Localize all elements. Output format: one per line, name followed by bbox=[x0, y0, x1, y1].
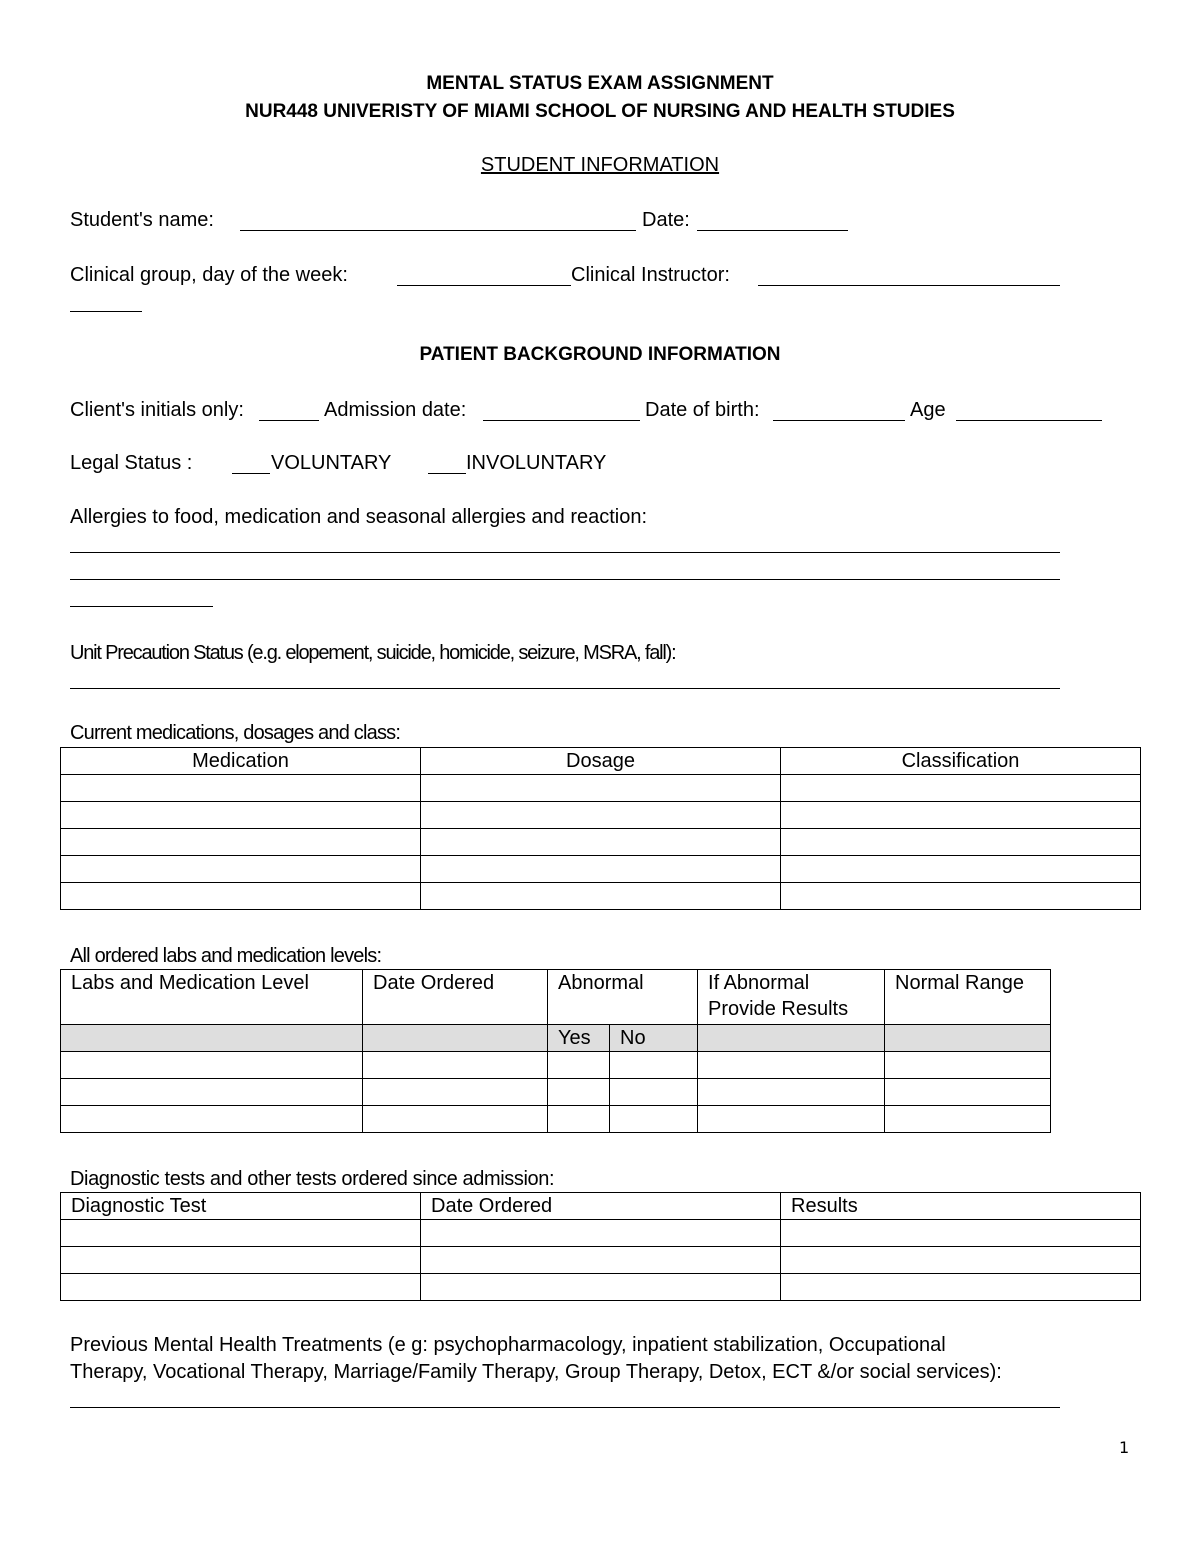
table-row bbox=[61, 1247, 1141, 1274]
table-cell[interactable] bbox=[610, 1079, 698, 1106]
clinical-instructor-label: Clinical Instructor: bbox=[571, 264, 730, 286]
table-cell[interactable] bbox=[548, 1079, 610, 1106]
table-row bbox=[61, 1052, 1051, 1079]
table-header-row bbox=[61, 970, 1051, 1025]
table-cell[interactable] bbox=[781, 883, 1141, 910]
table-cell[interactable] bbox=[61, 829, 421, 856]
precaution-status-field[interactable] bbox=[70, 688, 1060, 689]
results-column-header: Results bbox=[781, 1193, 1141, 1220]
yes-subheader: Yes bbox=[548, 1025, 610, 1052]
table-row bbox=[61, 802, 1141, 829]
allergies-field-line-2[interactable] bbox=[70, 579, 1060, 580]
allergies-field-line-1[interactable] bbox=[70, 552, 1060, 553]
medications-caption: Current medications, dosages and class: bbox=[70, 722, 401, 744]
table-cell[interactable] bbox=[781, 829, 1141, 856]
precaution-status-label: Unit Precaution Status (e.g. elopement, suicide, homicide, seizure, MSRA, fall): bbox=[70, 642, 676, 664]
date-ordered-column-header: Date Ordered bbox=[363, 970, 548, 1025]
medication-column-header: Medication bbox=[61, 748, 421, 775]
table-cell[interactable] bbox=[363, 1079, 548, 1106]
date-label: Date: bbox=[642, 209, 690, 231]
table-cell bbox=[61, 1025, 363, 1052]
table-cell bbox=[363, 1025, 548, 1052]
table-cell[interactable] bbox=[61, 1079, 363, 1106]
table-row bbox=[61, 883, 1141, 910]
table-cell[interactable] bbox=[781, 802, 1141, 829]
table-cell[interactable] bbox=[421, 1247, 781, 1274]
table-cell[interactable] bbox=[61, 1106, 363, 1133]
table-cell[interactable] bbox=[548, 1052, 610, 1079]
table-cell[interactable] bbox=[421, 802, 781, 829]
involuntary-checkbox-line[interactable] bbox=[428, 473, 466, 474]
diagnostic-test-column-header: Diagnostic Test bbox=[61, 1193, 421, 1220]
dosage-column-header: Dosage bbox=[421, 748, 781, 775]
table-cell[interactable] bbox=[61, 1052, 363, 1079]
table-cell[interactable] bbox=[698, 1052, 885, 1079]
table-cell[interactable] bbox=[421, 883, 781, 910]
labs-caption: All ordered labs and medication levels: bbox=[70, 945, 382, 967]
table-cell[interactable] bbox=[61, 883, 421, 910]
date-of-birth-field[interactable] bbox=[773, 420, 905, 421]
table-cell bbox=[698, 1025, 885, 1052]
allergies-field-line-3[interactable] bbox=[70, 606, 213, 607]
table-cell[interactable] bbox=[885, 1079, 1051, 1106]
voluntary-option: VOLUNTARY bbox=[271, 452, 392, 474]
labs-column-header: Labs and Medication Level bbox=[61, 970, 363, 1025]
table-cell[interactable] bbox=[781, 1247, 1141, 1274]
treatments-label-line-1: Previous Mental Health Treatments (e g: psychopharmacology, inpatient stabilization, Occupational bbox=[70, 1334, 946, 1356]
table-cell[interactable] bbox=[421, 1274, 781, 1301]
table-header-row bbox=[61, 748, 1141, 775]
client-initials-field[interactable] bbox=[259, 420, 319, 421]
treatments-field[interactable] bbox=[70, 1407, 1060, 1408]
page-number: 1 bbox=[1119, 1438, 1130, 1457]
patient-background-heading: PATIENT BACKGROUND INFORMATION bbox=[419, 344, 781, 365]
table-subheader-row bbox=[61, 1025, 1051, 1052]
allergies-label: Allergies to food, medication and seasonal allergies and reaction: bbox=[70, 506, 648, 528]
table-cell[interactable] bbox=[698, 1079, 885, 1106]
table-cell[interactable] bbox=[781, 856, 1141, 883]
date-field[interactable] bbox=[697, 230, 848, 231]
table-row bbox=[61, 1106, 1051, 1133]
table-cell[interactable] bbox=[421, 829, 781, 856]
diagnostics-table bbox=[60, 1192, 1141, 1301]
table-row bbox=[61, 775, 1141, 802]
classification-column-header: Classification bbox=[781, 748, 1141, 775]
table-cell[interactable] bbox=[781, 1220, 1141, 1247]
table-row bbox=[61, 829, 1141, 856]
date-of-birth-label: Date of birth: bbox=[645, 399, 760, 421]
table-cell[interactable] bbox=[610, 1106, 698, 1133]
table-cell[interactable] bbox=[781, 775, 1141, 802]
legal-status-label: Legal Status : bbox=[70, 452, 193, 474]
document-title: MENTAL STATUS EXAM ASSIGNMENT bbox=[426, 73, 774, 94]
table-row bbox=[61, 1079, 1051, 1106]
student-info-heading: STUDENT INFORMATION bbox=[480, 154, 720, 176]
table-cell bbox=[885, 1025, 1051, 1052]
table-cell[interactable] bbox=[61, 775, 421, 802]
no-subheader: No bbox=[610, 1025, 698, 1052]
table-cell[interactable] bbox=[61, 1274, 421, 1301]
student-name-field[interactable] bbox=[240, 230, 636, 231]
clinical-instructor-field[interactable] bbox=[758, 285, 1060, 286]
age-field[interactable] bbox=[956, 420, 1102, 421]
table-row bbox=[61, 1220, 1141, 1247]
table-row bbox=[61, 856, 1141, 883]
voluntary-checkbox-line[interactable] bbox=[232, 473, 270, 474]
treatments-label-line-2: Therapy, Vocational Therapy, Marriage/Family Therapy, Group Therapy, Detox, ECT &/or social services): bbox=[70, 1361, 1002, 1383]
table-cell[interactable] bbox=[421, 856, 781, 883]
table-header-row bbox=[61, 1193, 1141, 1220]
admission-date-label: Admission date: bbox=[324, 399, 467, 421]
date-ordered-column-header: Date Ordered bbox=[421, 1193, 781, 1220]
table-row bbox=[61, 1274, 1141, 1301]
table-cell[interactable] bbox=[610, 1052, 698, 1079]
table-cell[interactable] bbox=[61, 1220, 421, 1247]
abnormal-results-column-header: If Abnormal Provide Results bbox=[698, 970, 885, 1025]
table-cell[interactable] bbox=[548, 1106, 610, 1133]
normal-range-column-header: Normal Range bbox=[885, 970, 1051, 1025]
table-cell[interactable] bbox=[885, 1106, 1051, 1133]
medications-table bbox=[60, 747, 1141, 910]
table-cell[interactable] bbox=[61, 856, 421, 883]
table-cell[interactable] bbox=[421, 1220, 781, 1247]
table-cell[interactable] bbox=[421, 775, 781, 802]
table-cell[interactable] bbox=[698, 1106, 885, 1133]
abnormal-column-header: Abnormal bbox=[548, 970, 698, 1025]
table-cell[interactable] bbox=[363, 1106, 548, 1133]
involuntary-option: INVOLUNTARY bbox=[466, 452, 607, 474]
table-cell[interactable] bbox=[781, 1274, 1141, 1301]
table-cell[interactable] bbox=[363, 1052, 548, 1079]
client-initials-label: Client's initials only: bbox=[70, 399, 244, 421]
labs-table bbox=[60, 969, 1051, 1133]
diagnostics-caption: Diagnostic tests and other tests ordered since admission: bbox=[70, 1168, 555, 1190]
student-name-label: Student's name: bbox=[70, 209, 214, 231]
clinical-group-field[interactable] bbox=[397, 285, 571, 286]
table-cell[interactable] bbox=[61, 802, 421, 829]
clinical-instructor-field-continued[interactable] bbox=[70, 311, 142, 312]
table-cell[interactable] bbox=[61, 1247, 421, 1274]
document-subtitle: NUR448 UNIVERISTY OF MIAMI SCHOOL OF NURSING AND HEALTH STUDIES bbox=[245, 101, 955, 122]
clinical-group-label: Clinical group, day of the week: bbox=[70, 264, 348, 286]
admission-date-field[interactable] bbox=[483, 420, 640, 421]
table-cell[interactable] bbox=[885, 1052, 1051, 1079]
age-label: Age bbox=[910, 399, 946, 421]
